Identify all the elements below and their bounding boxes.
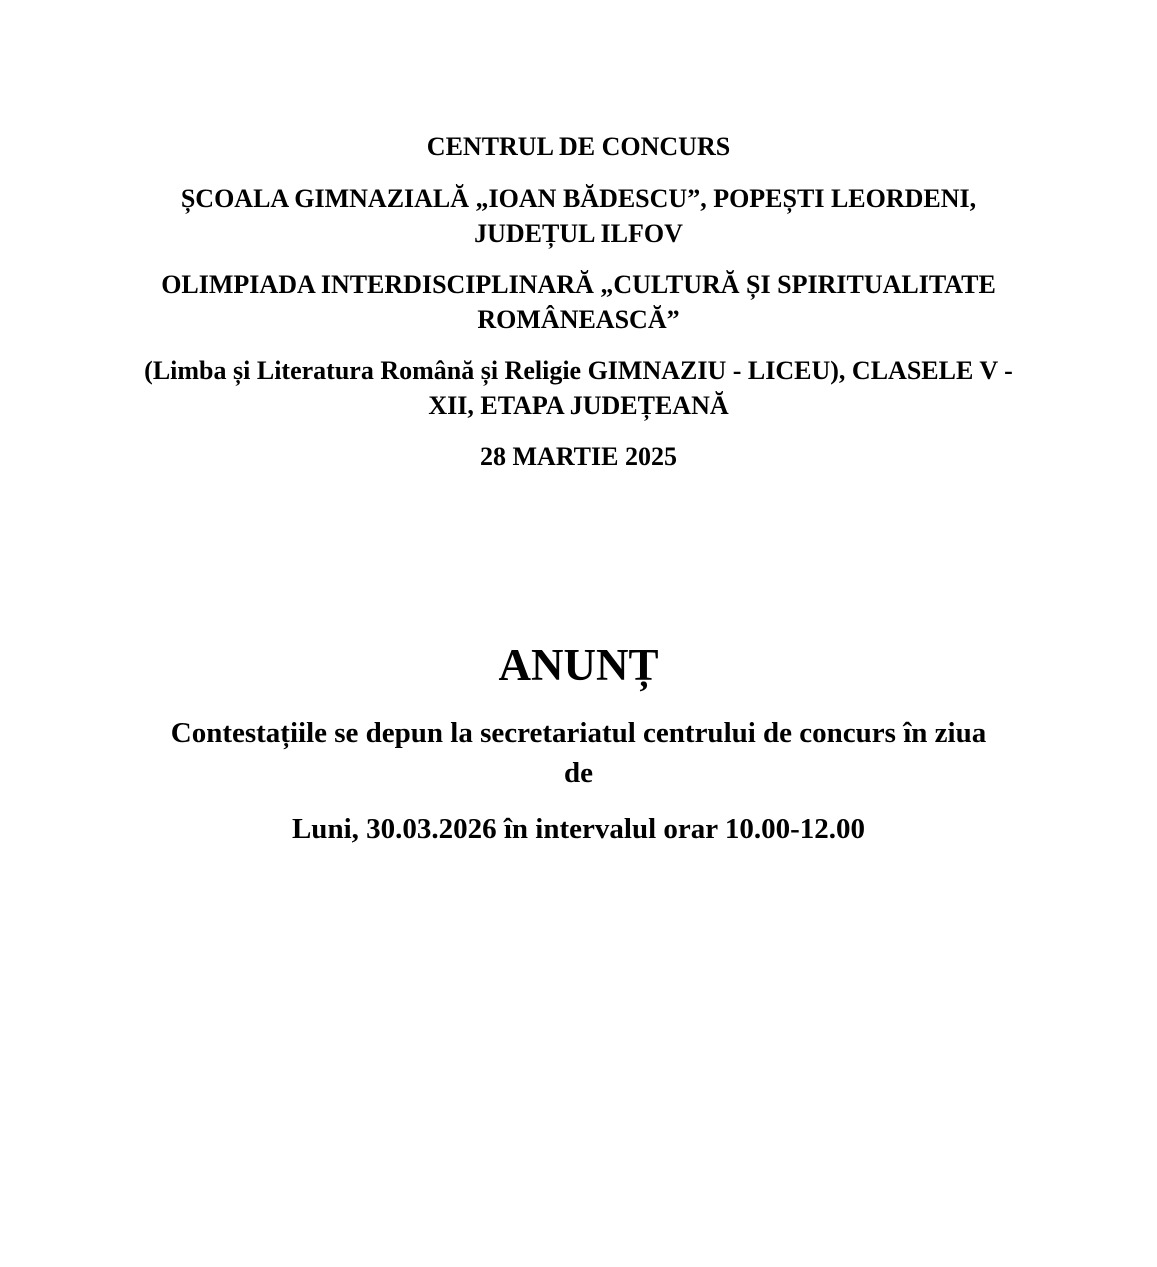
competition-center-label — [130, 129, 1027, 164]
competition-date-text: 28 MARTIE 2025 — [480, 442, 677, 471]
olympiad-name-line-1: OLIMPIADA INTERDISCIPLINARĂ „CULTURĂ ȘI SPIRITUALITATE — [161, 270, 996, 299]
subjects-and-stage — [130, 353, 1027, 423]
announcement-schedule — [130, 809, 1027, 849]
announcement-text — [130, 713, 1027, 793]
school-name-line-2: JUDEȚUL ILFOV — [474, 219, 683, 248]
announcement-title-text: ANUNȚ — [498, 640, 659, 690]
olympiad-name-line-2: ROMÂNEASCĂ” — [477, 305, 680, 334]
center-label-text: CENTRUL DE CONCURS — [426, 132, 731, 161]
announcement-title — [130, 640, 1027, 690]
announcement-text-line-1: Contestațiile se depun la secretariatul centrului de concurs în ziua — [170, 717, 987, 749]
subjects-line-2: XII, ETAPA JUDEȚEANĂ — [428, 391, 729, 420]
school-name — [130, 181, 1027, 251]
olympiad-name — [130, 267, 1027, 337]
subjects-line-1: (Limba și Literatura Română și Religie GIMNAZIU - LICEU), CLASELE V - — [144, 356, 1013, 385]
announcement-text-line-2: de — [564, 757, 593, 789]
competition-date — [130, 439, 1027, 474]
announcement-schedule-text: Luni, 30.03.2026 în intervalul orar 10.00-12.00 — [291, 813, 866, 845]
school-name-line-1: ȘCOALA GIMNAZIALĂ „IOAN BĂDESCU”, POPEȘTI LEORDENI, — [180, 184, 977, 213]
